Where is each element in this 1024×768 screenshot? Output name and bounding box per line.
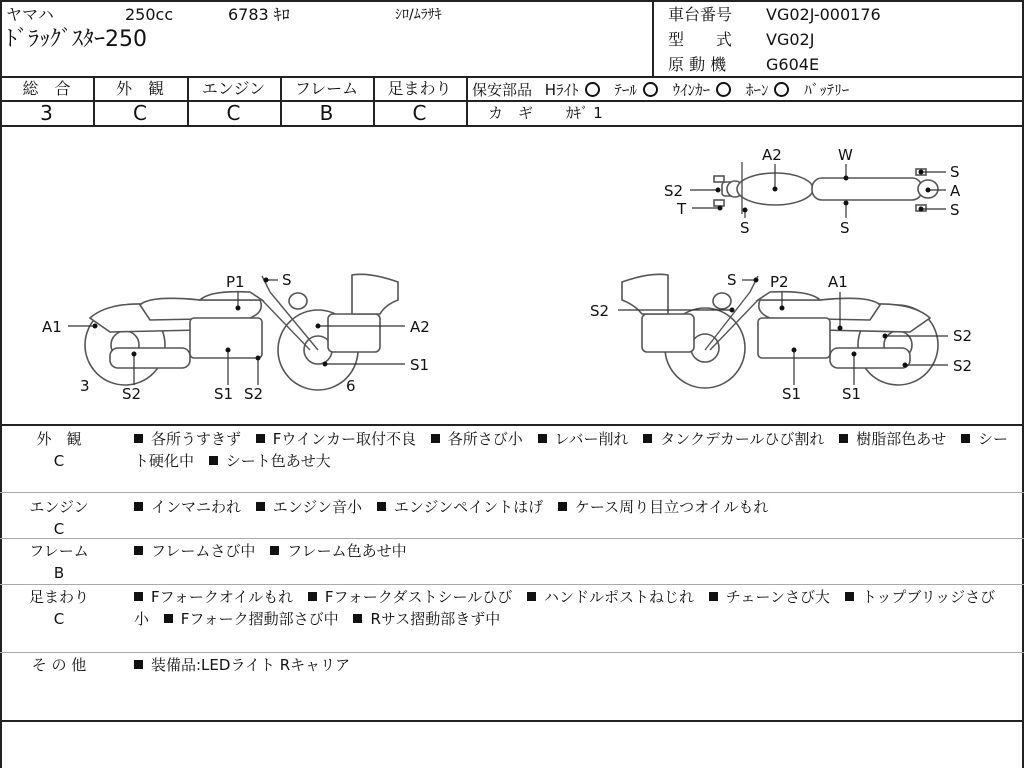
bullet-square-icon — [134, 592, 143, 601]
mileage: 6783 ｷﾛ — [228, 5, 290, 24]
label-left-s1-right: S1 — [410, 356, 430, 374]
remark-item: インマニわれ — [134, 498, 241, 516]
label-left-3: 3 — [80, 377, 90, 395]
safety-item-tail: ﾃｰﾙ — [614, 81, 662, 99]
remark-frame-grade: B — [53, 564, 65, 582]
bullet-square-icon — [709, 592, 718, 601]
remark-engine-grade: C — [53, 520, 65, 538]
key-label: カ ギ — [488, 104, 534, 122]
model-name: ﾄﾞﾗｯｸﾞｽﾀｰ250 — [6, 27, 147, 52]
label-right-s1-b: S1 — [842, 385, 862, 403]
type-value: VG02J — [766, 30, 815, 49]
bullet-square-icon — [134, 434, 143, 443]
label-top-s2: S — [950, 201, 960, 219]
remark-item: エンジン音小 — [256, 498, 362, 516]
remark-item: エンジンペイントはげ — [377, 498, 543, 516]
bullet-square-icon — [839, 434, 848, 443]
bullet-square-icon — [256, 434, 265, 443]
safety-item-horn: ﾎｰﾝ — [746, 81, 794, 99]
remark-item: フレームさび中 — [134, 542, 255, 560]
remark-item: 各所さび小 — [431, 430, 523, 448]
bullet-square-icon — [527, 592, 536, 601]
remark-item: 樹脂部色あせ — [839, 430, 946, 448]
remark-suspension-grade: C — [53, 610, 65, 628]
bike-left-view — [85, 274, 398, 390]
remark-item: 装備品:LEDライト Rキャリア — [134, 656, 350, 674]
remark-item: Fフォークオイルもれ — [134, 588, 293, 606]
remark-item: シート色あせ大 — [209, 452, 331, 470]
bullet-square-icon — [209, 456, 218, 465]
remark-other-list — [134, 654, 1014, 676]
bullet-square-icon — [431, 434, 440, 443]
label-left-s1: S1 — [214, 385, 234, 403]
label-right-s2-a: S2 — [953, 327, 973, 345]
remark-item: フレーム色あせ中 — [270, 542, 406, 560]
remark-item: シート硬化中 — [134, 430, 1008, 470]
label-left-a2: A2 — [410, 318, 430, 336]
safety-parts-row — [472, 81, 855, 99]
label-right-p2: P2 — [770, 273, 789, 291]
safety-title: 保安部品 — [472, 81, 533, 99]
remark-frame-category: フレーム — [29, 542, 89, 560]
bullet-square-icon — [308, 592, 317, 601]
ok-circle-icon — [643, 82, 658, 97]
bullet-square-icon — [643, 434, 652, 443]
label-left-p1: P1 — [226, 273, 245, 291]
bike-right-view — [622, 274, 938, 388]
remark-item: Rサス摺動部きず中 — [353, 610, 500, 628]
label-top-a2: A2 — [762, 146, 782, 164]
remark-exterior-category: 外 観 — [36, 430, 82, 448]
label-left-s2-b: S2 — [244, 385, 264, 403]
label-left-s: S — [282, 271, 292, 289]
label-top-w: W — [838, 146, 853, 164]
grade-frame-value: B — [319, 101, 334, 125]
bullet-square-icon — [134, 546, 143, 555]
bullet-square-icon — [270, 546, 279, 555]
bullet-square-icon — [353, 614, 362, 623]
grade-total-value: 3 — [40, 101, 53, 125]
label-top-a: A — [950, 182, 961, 200]
remark-item: レバー削れ — [538, 430, 629, 448]
bullet-square-icon — [845, 592, 854, 601]
label-right-a1: A1 — [828, 273, 848, 291]
label-left-a1: A1 — [42, 318, 62, 336]
bullet-square-icon — [134, 502, 143, 511]
safety-item-headlight: Hﾗｲﾄ — [545, 81, 604, 99]
damage-diagram — [0, 126, 1024, 424]
frame-no-label: 車台番号 — [668, 5, 733, 24]
grade-exterior-label: 外 観 — [115, 79, 164, 98]
remark-item: ハンドルポストねじれ — [527, 588, 694, 606]
label-top-s4: S — [840, 219, 850, 237]
label-right-s: S — [727, 271, 737, 289]
bullet-square-icon — [164, 614, 173, 623]
bullet-square-icon — [256, 502, 265, 511]
remark-item: Fウインカー取付不良 — [256, 430, 416, 448]
remark-engine-list — [134, 496, 1014, 518]
bullet-square-icon — [134, 660, 143, 669]
grade-suspension-label: 足まわり — [387, 79, 452, 98]
ok-circle-icon — [774, 82, 789, 97]
remark-exterior-list — [134, 428, 1014, 472]
label-left-6: 6 — [346, 377, 356, 395]
remark-suspension-list — [134, 586, 1014, 630]
key-value: ｶｷﾞ 1 — [566, 104, 603, 122]
label-top-s1: S — [950, 163, 960, 181]
type-label: 型 式 — [668, 30, 733, 49]
safety-item-battery: ﾊﾞｯﾃﾘｰ — [804, 81, 850, 99]
remark-exterior-grade: C — [53, 452, 65, 470]
remark-item: Fフォーク摺動部さび中 — [164, 610, 339, 628]
grade-total-label: 総 合 — [22, 79, 71, 98]
safety-item-winker: ｳｲﾝｶｰ — [673, 81, 736, 99]
bullet-square-icon — [538, 434, 547, 443]
remark-item: 各所うすきず — [134, 430, 241, 448]
label-top-s2-left: S2 — [664, 182, 684, 200]
label-right-s1-a: S1 — [782, 385, 802, 403]
color: ｼﾛ/ﾑﾗｻｷ — [395, 7, 442, 23]
maker: ヤマハ — [6, 5, 54, 24]
remark-item: チェーンさび大 — [709, 588, 830, 606]
label-right-s2-b: S2 — [953, 357, 973, 375]
label-right-s2-left: S2 — [590, 302, 610, 320]
displacement: 250cc — [125, 5, 174, 24]
bullet-square-icon — [377, 502, 386, 511]
ok-circle-icon — [585, 82, 600, 97]
remark-engine-category: エンジン — [29, 498, 89, 516]
label-left-s2: S2 — [122, 385, 142, 403]
remark-item: トップブリッジさび小 — [134, 588, 996, 628]
engine-value: G604E — [766, 55, 820, 74]
grade-suspension-value: C — [412, 101, 427, 125]
remark-item: ケース周り目立つオイルもれ — [558, 498, 769, 516]
ok-circle-icon — [716, 82, 731, 97]
remark-frame-list — [134, 540, 1014, 562]
frame-no: VG02J-000176 — [766, 5, 881, 24]
remark-item: タンクデカールひび割れ — [643, 430, 824, 448]
bullet-square-icon — [961, 434, 970, 443]
bullet-square-icon — [558, 502, 567, 511]
label-top-s3: S — [740, 219, 750, 237]
grade-engine-value: C — [226, 101, 241, 125]
engine-label: 原 動 機 — [668, 55, 727, 74]
grade-frame-label: フレーム — [294, 79, 359, 98]
grade-exterior-value: C — [133, 101, 147, 125]
grade-engine-label: エンジン — [201, 79, 266, 98]
remark-item: Fフォークダストシールひび — [308, 588, 512, 606]
remark-other-category: そ の 他 — [31, 656, 87, 674]
remark-suspension-category: 足まわり — [28, 588, 89, 606]
label-top-t: T — [677, 200, 687, 218]
bike-top-view — [714, 162, 938, 214]
